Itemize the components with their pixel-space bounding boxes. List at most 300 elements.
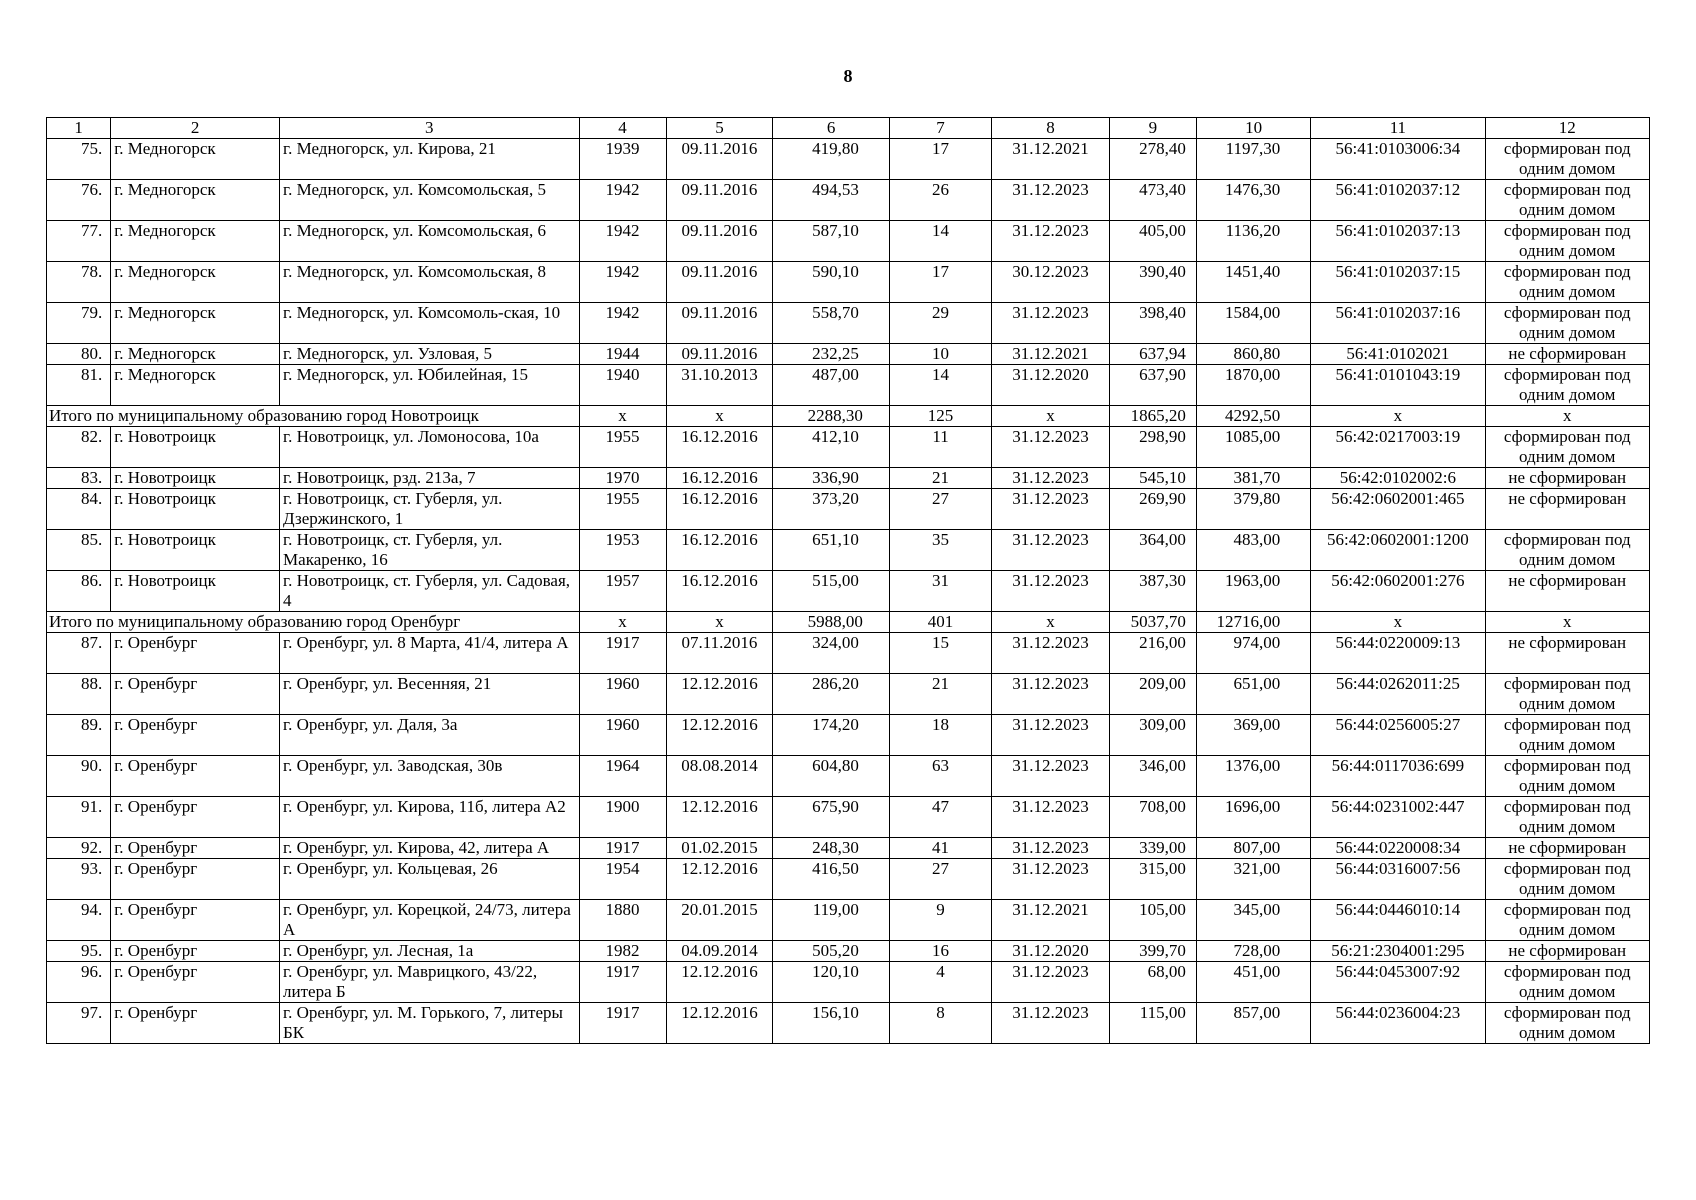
row-number: 86. <box>47 571 111 612</box>
residents-cell: 21 <box>889 674 991 715</box>
resettlement-deadline-cell: 31.12.2023 <box>992 221 1110 262</box>
column-10-cell: 345,00 <box>1196 900 1310 941</box>
area-cell: 590,10 <box>773 262 890 303</box>
municipality-cell: г. Оренбург <box>111 838 280 859</box>
subtotal-residents-cell: 125 <box>889 406 991 427</box>
build-year-cell: 1953 <box>579 530 666 571</box>
municipality-cell: г. Медногорск <box>111 344 280 365</box>
residents-cell: 27 <box>889 859 991 900</box>
build-year-cell: 1954 <box>579 859 666 900</box>
table-row <box>47 221 1650 262</box>
row-number: 92. <box>47 838 111 859</box>
column-9-cell: 298,90 <box>1109 427 1196 468</box>
build-year-cell: 1917 <box>579 962 666 1003</box>
resettlement-deadline-cell: 31.12.2023 <box>992 180 1110 221</box>
residents-cell: 29 <box>889 303 991 344</box>
subtotal-column-10-cell: 4292,50 <box>1196 406 1310 427</box>
cadastral-number-cell: 56:42:0602001:465 <box>1311 489 1485 530</box>
residents-cell: 63 <box>889 756 991 797</box>
resettlement-deadline-cell: 30.12.2023 <box>992 262 1110 303</box>
subtotal-column-10-cell: 12716,00 <box>1196 612 1310 633</box>
address-cell: г. Оренбург, ул. Кирова, 11б, литера А2 <box>280 797 579 838</box>
resettlement-deadline-cell: 31.12.2023 <box>992 756 1110 797</box>
subtotal-label: Итого по муниципальному образованию город Новотроицк <box>47 406 580 427</box>
build-year-cell: 1982 <box>579 941 666 962</box>
column-10-cell: 369,00 <box>1196 715 1310 756</box>
subtotal-area-cell: 2288,30 <box>773 406 890 427</box>
row-number: 89. <box>47 715 111 756</box>
column-10-cell: 379,80 <box>1196 489 1310 530</box>
area-cell: 675,90 <box>773 797 890 838</box>
address-cell: г. Оренбург, ул. Весенняя, 21 <box>280 674 579 715</box>
table-row <box>47 180 1650 221</box>
municipality-cell: г. Оренбург <box>111 962 280 1003</box>
column-10-cell: 974,00 <box>1196 633 1310 674</box>
cadastral-number-cell: 56:44:0220009:13 <box>1311 633 1485 674</box>
municipality-cell: г. Оренбург <box>111 859 280 900</box>
subtotal-date-cell: х <box>666 406 773 427</box>
row-number: 93. <box>47 859 111 900</box>
cadastral-number-cell: 56:44:0117036:699 <box>1311 756 1485 797</box>
recognition-date-cell: 20.01.2015 <box>666 900 773 941</box>
residents-cell: 10 <box>889 344 991 365</box>
subtotal-row <box>47 612 1650 633</box>
area-cell: 119,00 <box>773 900 890 941</box>
subtotal-area-cell: 5988,00 <box>773 612 890 633</box>
cadastral-number-cell: 56:42:0217003:19 <box>1311 427 1485 468</box>
subtotal-residents-cell: 401 <box>889 612 991 633</box>
subtotal-cadastre-cell: х <box>1311 406 1485 427</box>
recognition-date-cell: 09.11.2016 <box>666 303 773 344</box>
residents-cell: 18 <box>889 715 991 756</box>
area-cell: 120,10 <box>773 962 890 1003</box>
column-9-cell: 545,10 <box>1109 468 1196 489</box>
build-year-cell: 1970 <box>579 468 666 489</box>
residents-cell: 27 <box>889 489 991 530</box>
resettlement-deadline-cell: 31.12.2023 <box>992 571 1110 612</box>
resettlement-deadline-cell: 31.12.2023 <box>992 674 1110 715</box>
row-number: 94. <box>47 900 111 941</box>
column-10-cell: 651,00 <box>1196 674 1310 715</box>
land-status-cell: сформирован под одним домом <box>1485 715 1650 756</box>
table-row <box>47 797 1650 838</box>
resettlement-deadline-cell: 31.12.2023 <box>992 859 1110 900</box>
row-number: 84. <box>47 489 111 530</box>
column-9-cell: 315,00 <box>1109 859 1196 900</box>
table-row <box>47 262 1650 303</box>
area-cell: 515,00 <box>773 571 890 612</box>
column-9-cell: 390,40 <box>1109 262 1196 303</box>
area-cell: 505,20 <box>773 941 890 962</box>
cadastral-number-cell: 56:41:0102037:15 <box>1311 262 1485 303</box>
area-cell: 156,10 <box>773 1003 890 1044</box>
recognition-date-cell: 16.12.2016 <box>666 427 773 468</box>
build-year-cell: 1955 <box>579 489 666 530</box>
land-status-cell: не сформирован <box>1485 571 1650 612</box>
build-year-cell: 1900 <box>579 797 666 838</box>
recognition-date-cell: 31.10.2013 <box>666 365 773 406</box>
subtotal-year-cell: х <box>579 612 666 633</box>
recognition-date-cell: 09.11.2016 <box>666 180 773 221</box>
row-number: 82. <box>47 427 111 468</box>
column-9-cell: 278,40 <box>1109 139 1196 180</box>
municipality-cell: г. Новотроицк <box>111 468 280 489</box>
recognition-date-cell: 09.11.2016 <box>666 139 773 180</box>
recognition-date-cell: 04.09.2014 <box>666 941 773 962</box>
resettlement-deadline-cell: 31.12.2023 <box>992 838 1110 859</box>
cadastral-number-cell: 56:44:0236004:23 <box>1311 1003 1485 1044</box>
column-9-cell: 269,90 <box>1109 489 1196 530</box>
area-cell: 336,90 <box>773 468 890 489</box>
area-cell: 286,20 <box>773 674 890 715</box>
cadastral-number-cell: 56:44:0446010:14 <box>1311 900 1485 941</box>
column-9-cell: 364,00 <box>1109 530 1196 571</box>
row-number: 95. <box>47 941 111 962</box>
resettlement-deadline-cell: 31.12.2023 <box>992 962 1110 1003</box>
column-number: 2 <box>111 118 280 139</box>
column-9-cell: 339,00 <box>1109 838 1196 859</box>
residents-cell: 35 <box>889 530 991 571</box>
table-row <box>47 900 1650 941</box>
row-number: 90. <box>47 756 111 797</box>
cadastral-number-cell: 56:44:0262011:25 <box>1311 674 1485 715</box>
column-9-cell: 398,40 <box>1109 303 1196 344</box>
recognition-date-cell: 08.08.2014 <box>666 756 773 797</box>
build-year-cell: 1942 <box>579 303 666 344</box>
housing-register-table <box>46 117 1650 1044</box>
resettlement-deadline-cell: 31.12.2023 <box>992 633 1110 674</box>
column-9-cell: 399,70 <box>1109 941 1196 962</box>
column-9-cell: 68,00 <box>1109 962 1196 1003</box>
column-number: 9 <box>1109 118 1196 139</box>
column-10-cell: 807,00 <box>1196 838 1310 859</box>
column-number: 1 <box>47 118 111 139</box>
land-status-cell: не сформирован <box>1485 941 1650 962</box>
column-10-cell: 1085,00 <box>1196 427 1310 468</box>
area-cell: 487,00 <box>773 365 890 406</box>
municipality-cell: г. Медногорск <box>111 180 280 221</box>
cadastral-number-cell: 56:44:0453007:92 <box>1311 962 1485 1003</box>
address-cell: г. Медногорск, ул. Комсомольская, 5 <box>280 180 579 221</box>
row-number: 96. <box>47 962 111 1003</box>
cadastral-number-cell: 56:41:0102021 <box>1311 344 1485 365</box>
row-number: 76. <box>47 180 111 221</box>
resettlement-deadline-cell: 31.12.2023 <box>992 1003 1110 1044</box>
address-cell: г. Оренбург, ул. Даля, 3а <box>280 715 579 756</box>
land-status-cell: сформирован под одним домом <box>1485 962 1650 1003</box>
column-10-cell: 1584,00 <box>1196 303 1310 344</box>
recognition-date-cell: 09.11.2016 <box>666 344 773 365</box>
municipality-cell: г. Медногорск <box>111 365 280 406</box>
column-10-cell: 860,80 <box>1196 344 1310 365</box>
residents-cell: 4 <box>889 962 991 1003</box>
row-number: 88. <box>47 674 111 715</box>
build-year-cell: 1957 <box>579 571 666 612</box>
subtotal-column-9-cell: 5037,70 <box>1109 612 1196 633</box>
subtotal-cadastre-cell: х <box>1311 612 1485 633</box>
table-row <box>47 674 1650 715</box>
build-year-cell: 1917 <box>579 633 666 674</box>
column-9-cell: 637,94 <box>1109 344 1196 365</box>
municipality-cell: г. Оренбург <box>111 715 280 756</box>
build-year-cell: 1944 <box>579 344 666 365</box>
table-row <box>47 530 1650 571</box>
address-cell: г. Оренбург, ул. Заводская, 30в <box>280 756 579 797</box>
table-row <box>47 633 1650 674</box>
page-number: 8 <box>843 66 853 86</box>
column-9-cell: 637,90 <box>1109 365 1196 406</box>
column-number: 4 <box>579 118 666 139</box>
cadastral-number-cell: 56:41:0102037:13 <box>1311 221 1485 262</box>
land-status-cell: не сформирован <box>1485 838 1650 859</box>
residents-cell: 17 <box>889 262 991 303</box>
address-cell: г. Медногорск, ул. Комсомольская, 8 <box>280 262 579 303</box>
table-row <box>47 365 1650 406</box>
address-cell: г. Новотроицк, ст. Губерля, ул. Дзержинского, 1 <box>280 489 579 530</box>
table-row <box>47 838 1650 859</box>
municipality-cell: г. Медногорск <box>111 139 280 180</box>
residents-cell: 16 <box>889 941 991 962</box>
table-row <box>47 489 1650 530</box>
recognition-date-cell: 12.12.2016 <box>666 674 773 715</box>
cadastral-number-cell: 56:41:0102037:12 <box>1311 180 1485 221</box>
column-10-cell: 1197,30 <box>1196 139 1310 180</box>
column-10-cell: 1476,30 <box>1196 180 1310 221</box>
recognition-date-cell: 12.12.2016 <box>666 1003 773 1044</box>
recognition-date-cell: 09.11.2016 <box>666 221 773 262</box>
row-number: 77. <box>47 221 111 262</box>
land-status-cell: сформирован под одним домом <box>1485 1003 1650 1044</box>
municipality-cell: г. Оренбург <box>111 941 280 962</box>
resettlement-deadline-cell: 31.12.2020 <box>992 941 1110 962</box>
land-status-cell: не сформирован <box>1485 489 1650 530</box>
cadastral-number-cell: 56:44:0316007:56 <box>1311 859 1485 900</box>
column-10-cell: 483,00 <box>1196 530 1310 571</box>
recognition-date-cell: 12.12.2016 <box>666 859 773 900</box>
table-row <box>47 859 1650 900</box>
land-status-cell: сформирован под одним домом <box>1485 859 1650 900</box>
resettlement-deadline-cell: 31.12.2023 <box>992 303 1110 344</box>
build-year-cell: 1939 <box>579 139 666 180</box>
municipality-cell: г. Медногорск <box>111 303 280 344</box>
column-number: 11 <box>1311 118 1485 139</box>
column-number: 7 <box>889 118 991 139</box>
municipality-cell: г. Новотроицк <box>111 489 280 530</box>
municipality-cell: г. Новотроицк <box>111 530 280 571</box>
residents-cell: 21 <box>889 468 991 489</box>
build-year-cell: 1940 <box>579 365 666 406</box>
resettlement-deadline-cell: 31.12.2023 <box>992 427 1110 468</box>
address-cell: г. Оренбург, ул. Лесная, 1а <box>280 941 579 962</box>
build-year-cell: 1964 <box>579 756 666 797</box>
row-number: 78. <box>47 262 111 303</box>
address-cell: г. Новотроицк, ст. Губерля, ул. Садовая, 4 <box>280 571 579 612</box>
subtotal-label: Итого по муниципальному образованию город Оренбург <box>47 612 580 633</box>
subtotal-status-cell: х <box>1485 612 1650 633</box>
area-cell: 558,70 <box>773 303 890 344</box>
build-year-cell: 1942 <box>579 262 666 303</box>
column-10-cell: 451,00 <box>1196 962 1310 1003</box>
area-cell: 324,00 <box>773 633 890 674</box>
recognition-date-cell: 09.11.2016 <box>666 262 773 303</box>
area-cell: 587,10 <box>773 221 890 262</box>
cadastral-number-cell: 56:44:0220008:34 <box>1311 838 1485 859</box>
address-cell: г. Оренбург, ул. М. Горького, 7, литеры БК <box>280 1003 579 1044</box>
municipality-cell: г. Оренбург <box>111 797 280 838</box>
area-cell: 416,50 <box>773 859 890 900</box>
column-9-cell: 387,30 <box>1109 571 1196 612</box>
address-cell: г. Медногорск, ул. Кирова, 21 <box>280 139 579 180</box>
column-number: 8 <box>992 118 1110 139</box>
address-cell: г. Оренбург, ул. Корецкой, 24/73, литера А <box>280 900 579 941</box>
row-number: 80. <box>47 344 111 365</box>
land-status-cell: сформирован под одним домом <box>1485 365 1650 406</box>
cadastral-number-cell: 56:41:0102037:16 <box>1311 303 1485 344</box>
subtotal-column-9-cell: 1865,20 <box>1109 406 1196 427</box>
area-cell: 232,25 <box>773 344 890 365</box>
recognition-date-cell: 16.12.2016 <box>666 468 773 489</box>
table-row <box>47 139 1650 180</box>
area-cell: 604,80 <box>773 756 890 797</box>
recognition-date-cell: 16.12.2016 <box>666 489 773 530</box>
subtotal-row <box>47 406 1650 427</box>
cadastral-number-cell: 56:41:0103006:34 <box>1311 139 1485 180</box>
recognition-date-cell: 12.12.2016 <box>666 797 773 838</box>
area-cell: 373,20 <box>773 489 890 530</box>
recognition-date-cell: 07.11.2016 <box>666 633 773 674</box>
column-10-cell: 1451,40 <box>1196 262 1310 303</box>
municipality-cell: г. Оренбург <box>111 900 280 941</box>
subtotal-deadline-cell: х <box>992 406 1110 427</box>
recognition-date-cell: 16.12.2016 <box>666 571 773 612</box>
municipality-cell: г. Оренбург <box>111 674 280 715</box>
residents-cell: 9 <box>889 900 991 941</box>
column-number: 5 <box>666 118 773 139</box>
row-number: 83. <box>47 468 111 489</box>
land-status-cell: сформирован под одним домом <box>1485 674 1650 715</box>
land-status-cell: не сформирован <box>1485 344 1650 365</box>
column-9-cell: 115,00 <box>1109 1003 1196 1044</box>
address-cell: г. Оренбург, ул. Кольцевая, 26 <box>280 859 579 900</box>
area-cell: 412,10 <box>773 427 890 468</box>
residents-cell: 31 <box>889 571 991 612</box>
land-status-cell: сформирован под одним домом <box>1485 221 1650 262</box>
municipality-cell: г. Новотроицк <box>111 571 280 612</box>
resettlement-deadline-cell: 31.12.2023 <box>992 468 1110 489</box>
column-9-cell: 309,00 <box>1109 715 1196 756</box>
column-10-cell: 1870,00 <box>1196 365 1310 406</box>
land-status-cell: сформирован под одним домом <box>1485 303 1650 344</box>
residents-cell: 14 <box>889 365 991 406</box>
build-year-cell: 1955 <box>579 427 666 468</box>
land-status-cell: сформирован под одним домом <box>1485 139 1650 180</box>
table-row <box>47 962 1650 1003</box>
recognition-date-cell: 01.02.2015 <box>666 838 773 859</box>
table-row <box>47 571 1650 612</box>
residents-cell: 15 <box>889 633 991 674</box>
area-cell: 419,80 <box>773 139 890 180</box>
table-row <box>47 1003 1650 1044</box>
column-10-cell: 728,00 <box>1196 941 1310 962</box>
land-status-cell: сформирован под одним домом <box>1485 797 1650 838</box>
area-cell: 651,10 <box>773 530 890 571</box>
column-number: 12 <box>1485 118 1650 139</box>
table-row <box>47 303 1650 344</box>
land-status-cell: сформирован под одним домом <box>1485 530 1650 571</box>
recognition-date-cell: 12.12.2016 <box>666 962 773 1003</box>
cadastral-number-cell: 56:42:0102002:6 <box>1311 468 1485 489</box>
column-9-cell: 216,00 <box>1109 633 1196 674</box>
land-status-cell: сформирован под одним домом <box>1485 262 1650 303</box>
row-number: 75. <box>47 139 111 180</box>
row-number: 87. <box>47 633 111 674</box>
column-9-cell: 105,00 <box>1109 900 1196 941</box>
land-status-cell: сформирован под одним домом <box>1485 900 1650 941</box>
column-10-cell: 321,00 <box>1196 859 1310 900</box>
build-year-cell: 1960 <box>579 715 666 756</box>
cadastral-number-cell: 56:42:0602001:1200 <box>1311 530 1485 571</box>
column-9-cell: 708,00 <box>1109 797 1196 838</box>
column-number: 10 <box>1196 118 1310 139</box>
recognition-date-cell: 12.12.2016 <box>666 715 773 756</box>
resettlement-deadline-cell: 31.12.2023 <box>992 715 1110 756</box>
row-number: 91. <box>47 797 111 838</box>
residents-cell: 14 <box>889 221 991 262</box>
table-row <box>47 344 1650 365</box>
address-cell: г. Медногорск, ул. Юбилейная, 15 <box>280 365 579 406</box>
address-cell: г. Медногорск, ул. Комсомольская, 6 <box>280 221 579 262</box>
resettlement-deadline-cell: 31.12.2021 <box>992 344 1110 365</box>
land-status-cell: сформирован под одним домом <box>1485 756 1650 797</box>
address-cell: г. Оренбург, ул. Маврицкого, 43/22, литера Б <box>280 962 579 1003</box>
subtotal-year-cell: х <box>579 406 666 427</box>
table-row <box>47 941 1650 962</box>
residents-cell: 17 <box>889 139 991 180</box>
build-year-cell: 1880 <box>579 900 666 941</box>
resettlement-deadline-cell: 31.12.2023 <box>992 489 1110 530</box>
area-cell: 494,53 <box>773 180 890 221</box>
cadastral-number-cell: 56:44:0231002:447 <box>1311 797 1485 838</box>
column-10-cell: 1963,00 <box>1196 571 1310 612</box>
residents-cell: 47 <box>889 797 991 838</box>
area-cell: 174,20 <box>773 715 890 756</box>
municipality-cell: г. Медногорск <box>111 221 280 262</box>
row-number: 97. <box>47 1003 111 1044</box>
column-number: 3 <box>280 118 579 139</box>
land-status-cell: сформирован под одним домом <box>1485 180 1650 221</box>
table-row <box>47 427 1650 468</box>
cadastral-number-cell: 56:21:2304001:295 <box>1311 941 1485 962</box>
recognition-date-cell: 16.12.2016 <box>666 530 773 571</box>
column-9-cell: 405,00 <box>1109 221 1196 262</box>
row-number: 85. <box>47 530 111 571</box>
residents-cell: 26 <box>889 180 991 221</box>
address-cell: г. Медногорск, ул. Комсомоль-ская, 10 <box>280 303 579 344</box>
residents-cell: 8 <box>889 1003 991 1044</box>
municipality-cell: г. Оренбург <box>111 633 280 674</box>
resettlement-deadline-cell: 31.12.2023 <box>992 797 1110 838</box>
table-row <box>47 468 1650 489</box>
cadastral-number-cell: 56:44:0256005:27 <box>1311 715 1485 756</box>
subtotal-date-cell: х <box>666 612 773 633</box>
resettlement-deadline-cell: 31.12.2021 <box>992 139 1110 180</box>
row-number: 79. <box>47 303 111 344</box>
column-9-cell: 346,00 <box>1109 756 1196 797</box>
resettlement-deadline-cell: 31.12.2020 <box>992 365 1110 406</box>
column-number-row <box>47 118 1650 139</box>
table-row <box>47 756 1650 797</box>
build-year-cell: 1942 <box>579 180 666 221</box>
